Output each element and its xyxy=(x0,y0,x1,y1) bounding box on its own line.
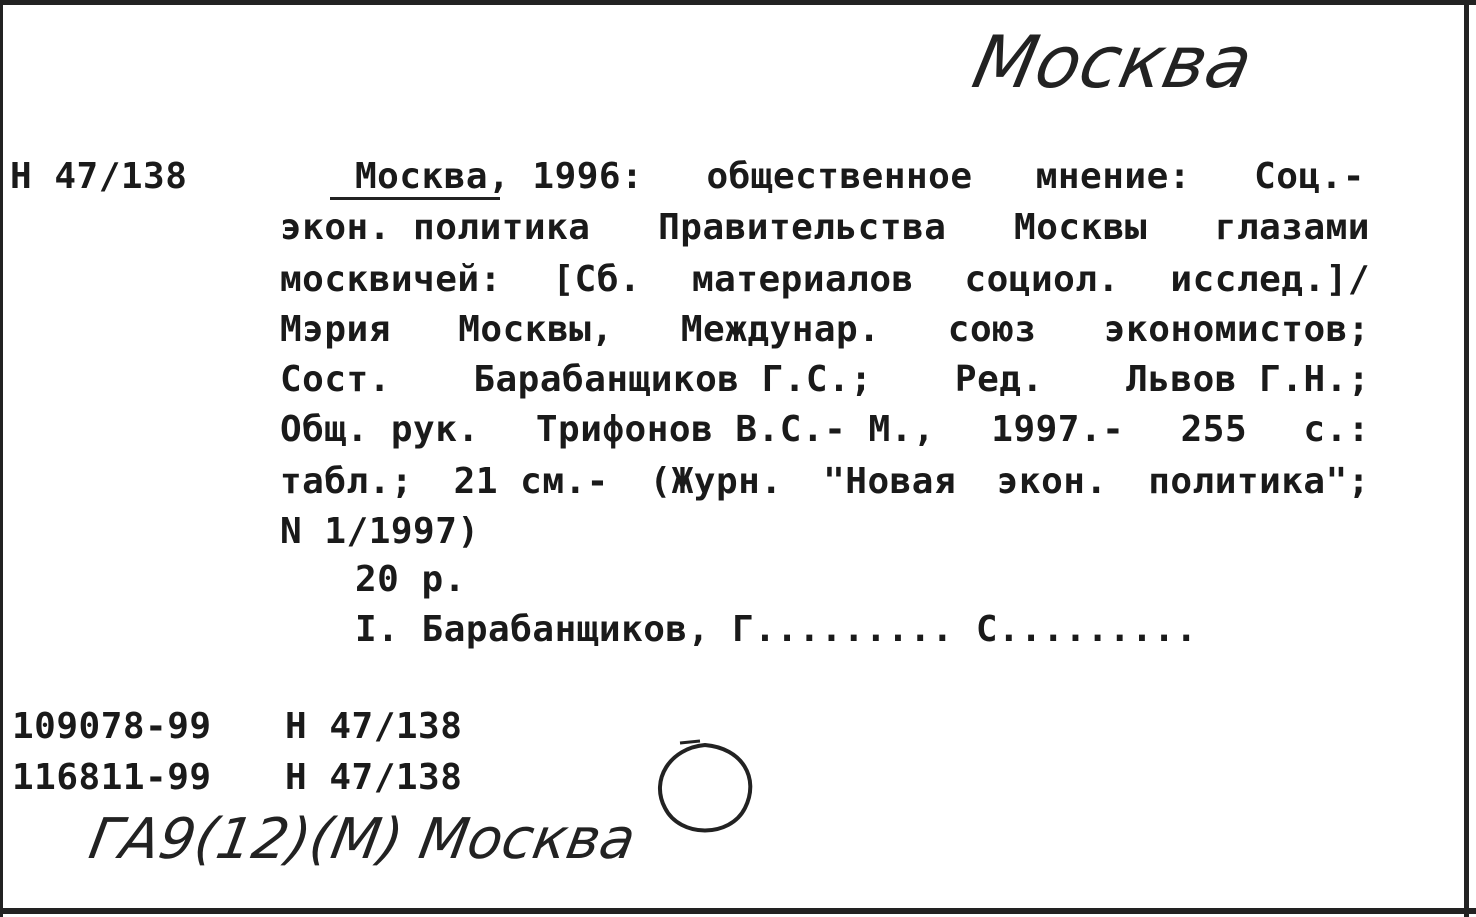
inventory-number-1: 109078-99 xyxy=(12,706,212,747)
price: 20 р. xyxy=(355,559,466,600)
description-word: [Сб. xyxy=(552,259,642,300)
description-word: Общ. рук. xyxy=(280,409,480,450)
description-word: Трифонов В.С.- М., xyxy=(535,409,935,450)
inventory-mark-2: Н 47/138 xyxy=(285,757,463,798)
tracing-entry: I. Барабанщиков, Г......... С......... xyxy=(355,609,1198,650)
description-word: экон. xyxy=(996,461,1108,502)
description-word: мнение: xyxy=(1035,156,1191,197)
description-word: социол. xyxy=(964,259,1120,300)
description-word: (Журн. xyxy=(649,461,783,502)
description-word: Львов Г.Н.; xyxy=(1126,359,1370,400)
handwritten-heading: Москва xyxy=(966,20,1260,104)
description-word: Москвы xyxy=(1014,207,1148,248)
description-word: Барабанщиков Г.С.; xyxy=(473,359,873,400)
description-word: глазами xyxy=(1214,207,1370,248)
description-word: 255 xyxy=(1180,409,1248,450)
handwritten-classification: ГА9(12)(М) Москва xyxy=(84,807,641,872)
inventory-mark-1: Н 47/138 xyxy=(285,706,463,747)
description-word: экон. политика xyxy=(280,207,591,248)
description-word: материалов xyxy=(691,259,914,300)
description-word: Междунар. xyxy=(680,309,881,350)
description-word: "Новая xyxy=(823,461,957,502)
description-word: 1997.- xyxy=(991,409,1125,450)
description-word: Правительства xyxy=(658,207,947,248)
description-word: Ред. xyxy=(954,359,1044,400)
description-word: Соц.- xyxy=(1254,156,1365,197)
description-word: Москвы, xyxy=(458,309,614,350)
description-word: Москва, 1996: xyxy=(355,156,644,197)
shelf-mark: Н 47/138 xyxy=(10,156,188,197)
description-word: Сост. xyxy=(280,359,391,400)
description-word: москвичей: xyxy=(280,259,502,300)
description-word: табл.; xyxy=(280,461,414,502)
inventory-number-2: 116811-99 xyxy=(12,757,212,798)
description-word: экономистов; xyxy=(1103,309,1370,350)
description-word: исслед.]/ xyxy=(1170,259,1370,300)
description-word: политика"; xyxy=(1148,461,1370,502)
description-word: с.: xyxy=(1303,409,1370,450)
description-word: союз xyxy=(947,309,1037,350)
description-word: N 1/1997) xyxy=(280,511,480,552)
description-word: 21 см.- xyxy=(453,461,609,502)
description-word: Мэрия xyxy=(280,309,391,350)
description-word: общественное xyxy=(706,156,973,197)
